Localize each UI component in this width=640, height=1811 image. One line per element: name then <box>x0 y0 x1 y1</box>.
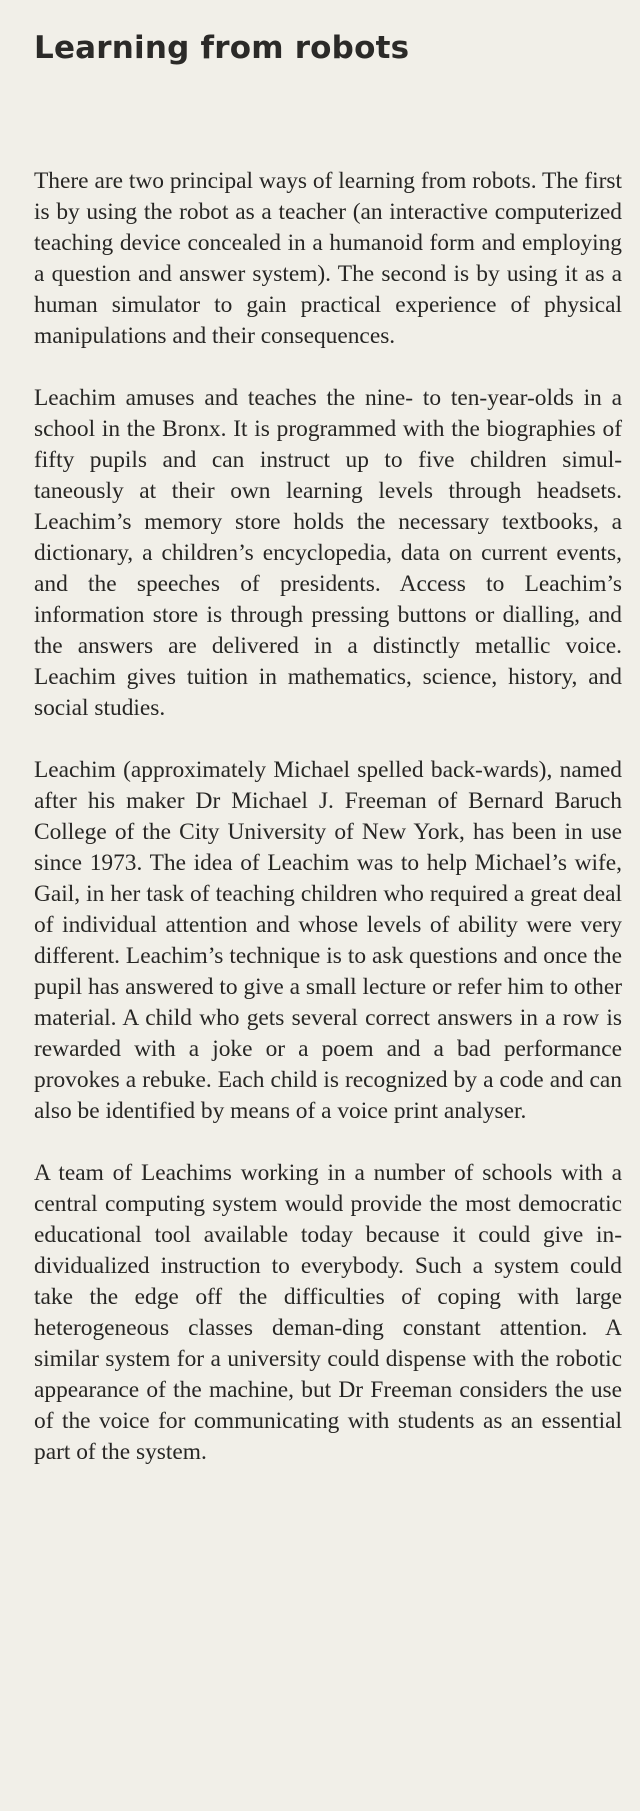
article-body <box>34 166 622 1499</box>
paragraph-leachim-team: A team of Leachims working in a number of schools with a central computing system would provide the most democratic educational tool available today because it could give in-dividualized instruction to everybody. Such a system could take the edge off the difficulties of coping with large heterogeneous classes deman-ding constant attention. A similar system for a university could dispense with the robotic appearance of the machine, but Dr Freeman considers the use of the voice for communicating with students as an essential part of the system. <box>34 1160 622 1465</box>
page-title: Learning from robots <box>34 30 410 66</box>
paragraph-intro: There are two principal ways of learning from robots. The first is by using the robot as a teacher (an interactive computerized teaching device concealed in a humanoid form and employing a question and answer system). The second is by using it as a human simulator to gain practical experience of physical manipulations and their consequences. <box>34 168 622 349</box>
paragraph-leachim-history: Leachim (approximately Michael spelled back-wards), named after his maker Dr Michael J. Freeman of Bernard Baruch College of the City University of New York, has been in use since 1973. The idea of Leachim was to help Michael’s wife, Gail, in her task of teaching children who required a great deal of individual attention and whose levels of ability were very different. Leachim’s technique is to ask questions and once the pupil has answered to give a small lecture or refer him to other material. A child who gets several correct answers in a row is rewarded with a joke or a poem and a bad performance provokes a rebuke. Each child is recognized by a code and can also be identified by means of a voice print analyser. <box>34 757 622 1124</box>
paragraph-leachim-overview: Leachim amuses and teaches the nine- to ten-year-olds in a school in the Bronx. It is programmed with the biographies of fifty pupils and can instruct up to five children simul-taneously at their own learning levels through headsets. Leachim’s memory store holds the necessary textbooks, a dictionary, a children’s encyclopedia, data on current events, and the speeches of presidents. Access to Leachim’s information store is through pressing buttons or dialling, and the answers are delivered in a distinctly metallic voice. Leachim gives tuition in mathematics, science, history, and social studies. <box>34 385 622 721</box>
